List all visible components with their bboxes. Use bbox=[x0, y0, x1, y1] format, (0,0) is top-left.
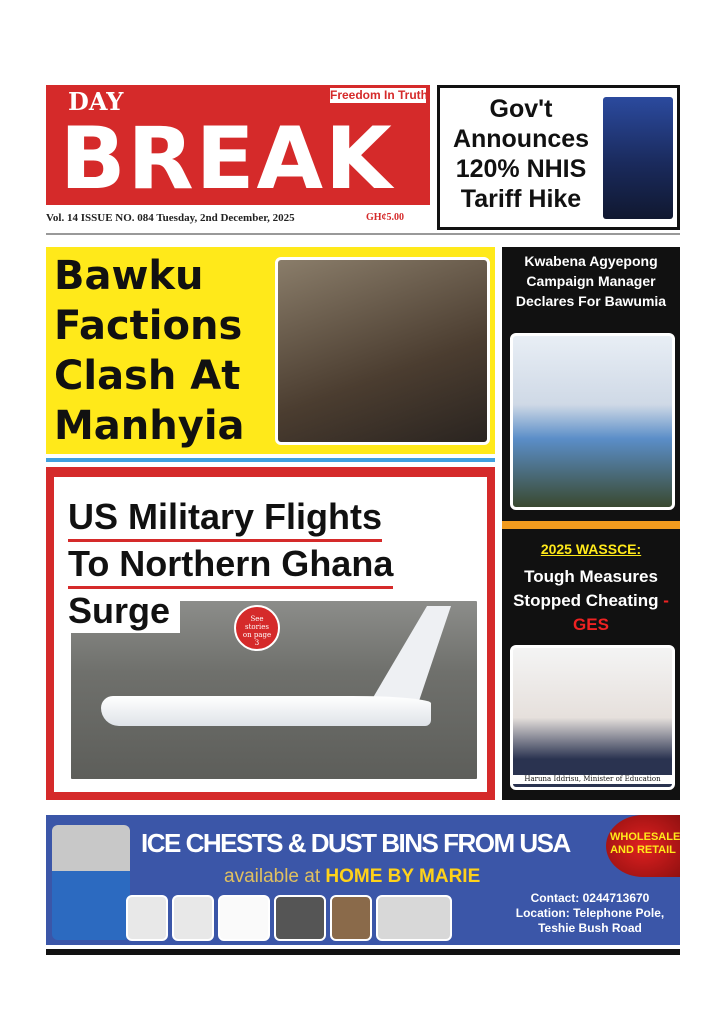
ad-sub-prefix: available at bbox=[224, 866, 321, 887]
ad-phone: Contact: 0244713670 bbox=[530, 891, 650, 905]
product-image bbox=[330, 895, 372, 941]
divider bbox=[46, 233, 680, 235]
nhis-photo bbox=[603, 97, 673, 219]
wassce-kicker: 2025 WASSCE: bbox=[540, 541, 642, 557]
kwabena-headline[interactable]: Kwabena Agyepong Campaign Manager Declares For Bawumia bbox=[515, 253, 667, 309]
product-image bbox=[218, 895, 270, 941]
dateline: Vol. 14 ISSUE NO. 084 Tuesday, 2nd December, 2025 bbox=[46, 212, 295, 224]
product-image bbox=[274, 895, 326, 941]
nhis-story[interactable] bbox=[437, 85, 680, 230]
ad-brand: HOME BY MARIE bbox=[325, 866, 481, 887]
photo-caption: Haruna Iddrisu, Minister of Education bbox=[513, 775, 672, 784]
masthead-logo bbox=[46, 85, 430, 205]
footer-bar bbox=[46, 949, 680, 955]
divider bbox=[502, 521, 680, 529]
ad-location: Location: Telephone Pole, Teshie Bush Road bbox=[515, 906, 665, 935]
plane-body bbox=[101, 696, 431, 726]
product-image bbox=[172, 895, 214, 941]
nhis-headline: Gov't Announces 120% NHIS Tariff Hike bbox=[452, 95, 590, 213]
product-image bbox=[376, 895, 452, 941]
logo-day: DAY bbox=[68, 87, 124, 116]
ad-subline bbox=[224, 865, 480, 889]
motto: Freedom In Truth bbox=[330, 88, 429, 102]
bawku-photo bbox=[275, 257, 490, 445]
logo-break: BREAK bbox=[60, 109, 394, 205]
wassce-headline[interactable] bbox=[502, 565, 680, 637]
ad-contact bbox=[501, 891, 679, 936]
minister-photo bbox=[510, 645, 675, 790]
price: GH¢5.00 bbox=[366, 212, 405, 223]
advertisement[interactable] bbox=[46, 815, 680, 945]
cooler-image bbox=[52, 825, 130, 940]
ad-badge: WHOLESALE AND RETAIL bbox=[606, 815, 680, 877]
bawku-story[interactable] bbox=[46, 247, 495, 454]
divider bbox=[46, 458, 495, 462]
us-headline-line: Surge bbox=[68, 589, 180, 633]
us-headline-line: US Military Flights bbox=[68, 495, 382, 542]
kwabena-photo bbox=[510, 333, 675, 510]
us-headline-line: To Northern Ghana bbox=[68, 542, 393, 589]
us-flights-story[interactable] bbox=[46, 467, 495, 800]
bawku-headline: Bawku Factions Clash At Manhyia bbox=[54, 253, 245, 449]
wassce-headline-text: Tough Measures Stopped Cheating bbox=[513, 567, 659, 610]
wassce-source: -GES bbox=[573, 591, 669, 634]
plane-tail bbox=[371, 606, 451, 701]
product-image bbox=[126, 895, 168, 941]
story-panel bbox=[54, 477, 487, 792]
right-column bbox=[502, 247, 680, 800]
ad-headline: ICE CHESTS & DUST BINS FROM USA bbox=[141, 828, 570, 858]
see-page-badge[interactable]: See stories on page 3 bbox=[234, 605, 280, 651]
